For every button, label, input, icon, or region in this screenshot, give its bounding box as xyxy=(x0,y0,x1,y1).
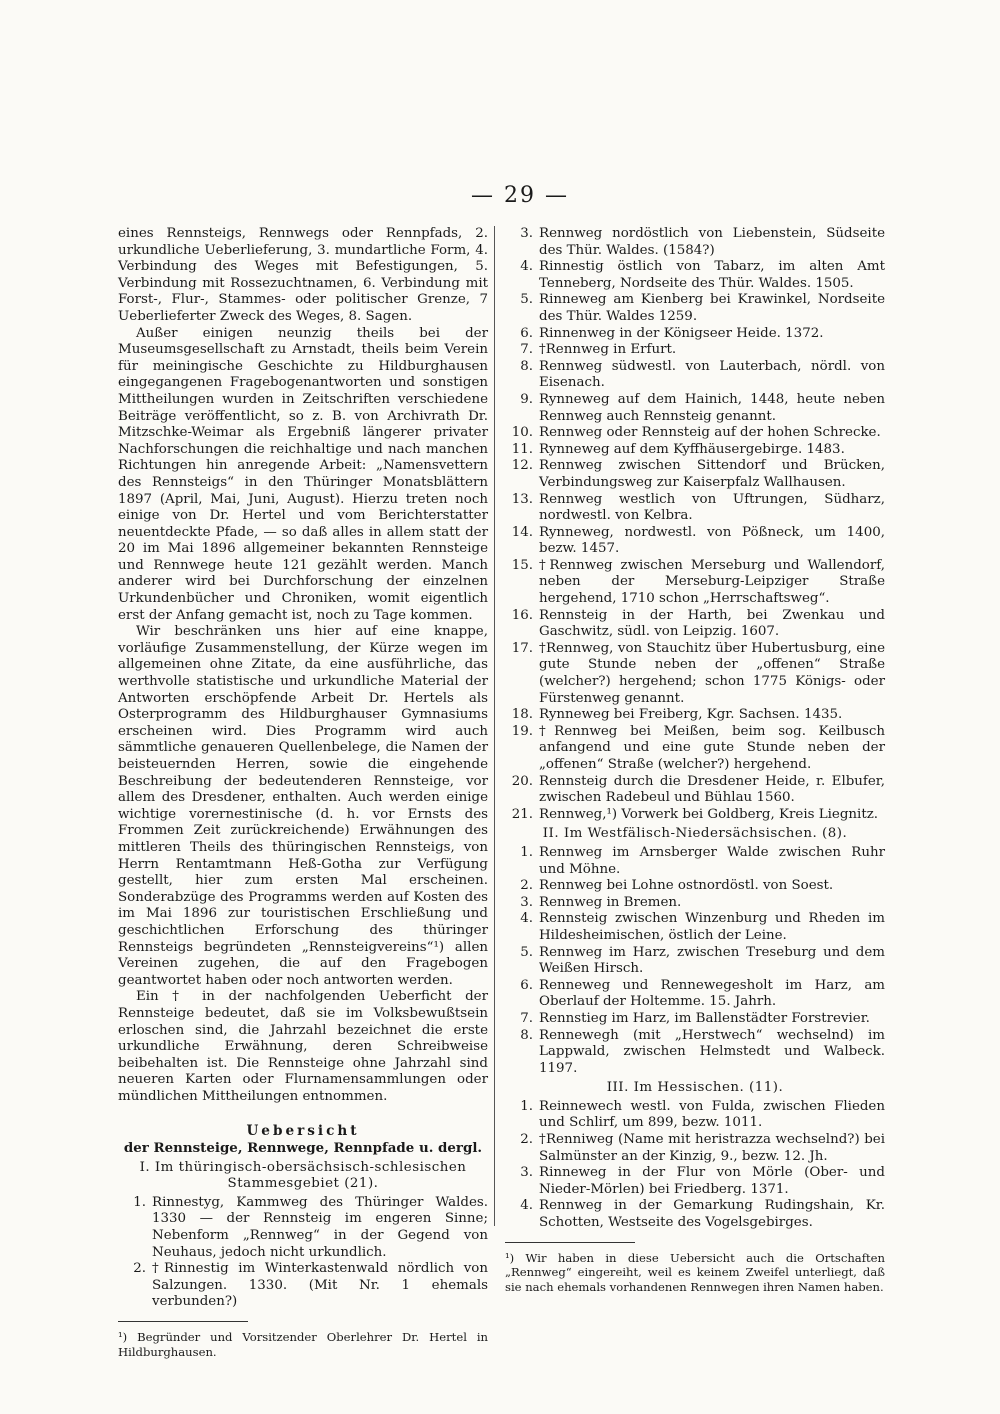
paragraph: Ein † in der nachfolgenden Ueberficht der Rennsteige bedeutet, daß sie im Volksbewußtsein erloschen sind, die Jahrzahl bezeichnet die erste urkundliche Erwähnung, deren Schreibweise beibehalten ist. Die Rennsteige ohne Jahrzahl sind neueren Karten oder Flurnamensammlungen oder mündlichen Mittheilungen entnommen. xyxy=(118,989,488,1104)
item-number: 7. xyxy=(520,1010,533,1026)
item-text: Rinneweg in der Flur von Mörle (Ober- und Nieder-Mörlen) bei Friedberg. 1371. xyxy=(539,1165,885,1197)
item-text: Rynneweg, nordwestl. von Pößneck, um 1400, bezw. 1457. xyxy=(539,524,885,557)
item-text: Rennweg im Arnsberger Walde zwischen Ruhr und Möhne. xyxy=(539,844,885,877)
item-number: 8. xyxy=(520,1027,533,1043)
item-text: †Renniweg (Name mit heristrazza wechselnd?) bei Salmünster an der Kinzig, 9., bezw. 12. Jh. xyxy=(539,1132,885,1164)
list-item xyxy=(505,774,885,807)
item-text: Rynneweg auf dem Hainich, 1448, heute neben Rennweg auch Rennsteig genannt. xyxy=(539,391,885,424)
section-title: I. Im thüringisch-obersächsisch-schlesischen Stammesgebiet (21). xyxy=(139,1159,467,1192)
item-number: 3. xyxy=(520,1165,533,1181)
item-text: Rinneweg am Kienberg bei Krawinkel, Nordseite des Thür. Waldes 1259. xyxy=(539,292,885,324)
list-item xyxy=(505,342,885,359)
item-number: 12. xyxy=(511,458,533,474)
item-number: 10. xyxy=(511,425,533,441)
list-item xyxy=(505,359,885,392)
item-text: Rennweg,¹) Vorwerk bei Goldberg, Kreis Liegnitz. xyxy=(539,806,879,822)
list-item xyxy=(505,1165,885,1198)
list-item xyxy=(505,707,885,724)
list-item xyxy=(505,608,885,641)
item-text: Rennweg im Harz, zwischen Treseburg und dem Weißen Hirsch. xyxy=(539,944,885,977)
item-number: 13. xyxy=(511,491,533,507)
list-item xyxy=(505,226,885,259)
item-number: 1. xyxy=(520,844,533,860)
list-item xyxy=(505,558,885,608)
item-text: Rynneweg bei Freiberg, Kgr. Sachsen. 1435. xyxy=(539,707,843,723)
list-item xyxy=(505,326,885,343)
item-text: Rennsteig zwischen Winzenburg und Rheden im Hildesheimischen, östlich der Leine. xyxy=(539,911,885,943)
list-item xyxy=(505,724,885,774)
overview-subheading: der Rennsteige, Rennwege, Rennpfade u. dergl. xyxy=(123,1140,483,1157)
item-text: Renneweg und Rennewegesholt im Harz, am Oberlauf der Holtemme. 15. Jahrh. xyxy=(539,977,885,1010)
item-number: 11. xyxy=(511,441,533,457)
item-number: 1. xyxy=(520,1098,533,1114)
page-number: — 29 — xyxy=(471,183,569,208)
paragraph: Außer einigen neunzig theils bei der Museumsgesellschaft zu Arnstadt, theils beim Verein für meiningische Geschichte zu Hildburghausen eingegangenen Fragebogenantworten und sonstigen Mittheilungen wurden in Zeitschriften verschiedene Beiträge veröffentlicht, so z. B. von Archivrath Dr. Mitzschke-Weimar als Ergebniß längerer privater Nachforschungen die reichhaltige und nach manchen Richtungen hin anregende Arbeit: „Namensvettern des Rennsteigs“ in den Thüringer Monatsblättern 1897 (April, Mai, Juni, August). Hierzu treten noch einige von Dr. Hertel und vom Berichterstatter neuentdeckte Pfade, — so daß alles in allem statt der 20 im Mai 1896 allgemeiner bekannten Rennsteige und Rennwege heute 121 gezählt werden. Manch anderer wird bei Durchforschung der einzelnen Urkundenbücher und Chroniken, womit eigentlich erst der Anfang gemacht ist, noch zu Tage kommen. xyxy=(118,325,488,623)
item-text: Rennewegh (mit „Herstwech“ wechselnd) im Lappwald, zwischen Helmstedt und Walbeck. 1197. xyxy=(539,1027,885,1076)
item-number: 5. xyxy=(520,944,533,960)
item-number: 2. xyxy=(520,1132,533,1148)
item-number: 21. xyxy=(511,806,533,822)
item-number: 6. xyxy=(520,977,533,993)
item-number: 2. xyxy=(133,1261,146,1277)
list-item xyxy=(505,911,885,944)
item-number: 16. xyxy=(511,607,533,623)
list-item xyxy=(118,1195,488,1261)
list-item xyxy=(505,442,885,459)
item-text: Rennweg in Bremen. xyxy=(539,894,682,910)
footnote: ¹) Begründer und Vorsitzender Oberlehrer Dr. Hertel in Hildburghausen. xyxy=(118,1330,488,1359)
item-number: 18. xyxy=(511,707,533,723)
item-number: 2. xyxy=(520,878,533,894)
item-number: 20. xyxy=(511,773,533,789)
list-item xyxy=(505,807,885,824)
item-text: †Rennweg zwischen Merseburg und Wallendorf, neben der Merseburg-Leipziger Straße hergehend, 1710 schon „Herrschaftsweg“. xyxy=(539,557,885,607)
list-item xyxy=(505,1011,885,1028)
item-number: 9. xyxy=(520,391,533,407)
list-item xyxy=(505,392,885,425)
item-text: Rennweg südwestl. von Lauterbach, nördl. von Eisenach. xyxy=(539,358,885,391)
item-text: Rinnestyg, Kammweg des Thüringer Waldes. 1330 — der Rennsteig im engeren Sinne; Nebenform „Rennweg“ in der Gegend von Neuhaus, jedoch nicht urkundlich. xyxy=(152,1194,488,1260)
item-text: Rennsteig in der Harth, bei Zwenkau und Gaschwitz, südl. von Leipzig. 1607. xyxy=(539,607,885,640)
list-item xyxy=(505,1099,885,1132)
item-number: 14. xyxy=(511,524,533,540)
footnote-rule xyxy=(505,1242,635,1243)
item-number: 7. xyxy=(520,342,533,358)
paragraph: Wir beschränken uns hier auf eine knappe, vorläufige Zusammenstellung, der Kürze wegen im allgemeinen ohne Zitate, da eine ausführliche, das werthvolle statistische und urkundliche Material der Antworten erschöpfende Arbeit Dr. Hertels als Osterprogramm des Hildburghauser Gymnasiums erscheinen wird. Dies Programm wird auch sämmtliche genaueren Quellenbelege, die Namen der beisteuernden Herren, sowie die eingehende Beschreibung der bedeutenderen Rennsteige, vor allem des Dresdener, enthalten. Auch werden einige wichtige vorernestinische (d. h. vor Ernsts des Frommen Zeit zurückreichende) Erwähnungen des mittleren Theils des thüringischen Rennsteigs, von Herrn Rentamtmann Heß-Gotha zur Verfügung gestellt, hier zum ersten Mal erscheinen. Sonderabzüge des Programms werden auf Kosten des im Mai 1896 zur touristischen Erschließung und geschichtlichen Erforschung des thüringer Rennsteigs begründeten „Rennsteigvereins“¹) allen Vereinen zugehen, die auf den Fragebogen geantwortet haben oder noch antworten werden. xyxy=(118,624,488,988)
list-item xyxy=(505,1028,885,1078)
item-text: Rennweg zwischen Sittendorf und Brücken, Verbindungsweg zur Kaiserpfalz Wallhausen. xyxy=(539,458,885,490)
list-item xyxy=(505,945,885,978)
item-number: 6. xyxy=(520,325,533,341)
item-text: Rennweg bei Lohne ostnordöstl. von Soest. xyxy=(539,878,834,894)
item-number: 4. xyxy=(520,911,533,927)
list-item xyxy=(505,525,885,558)
list-item xyxy=(505,292,885,325)
item-number: 17. xyxy=(511,640,533,656)
section-title: II. Im Westfälisch-Niedersächsischen. (8). xyxy=(542,826,848,842)
list-item xyxy=(505,492,885,525)
paragraph: eines Rennsteigs, Rennwegs oder Rennpfads, 2. urkundliche Ueberlieferung, 3. mundartliche Form, 4. Verbindung des Weges mit Befestigungen, 5. Verbindung mit Rossezuchtnamen, 6. Verbindung mit Forst-, Flur-, Stammes- oder politischer Grenze, 7 Ueberlieferter Zweck des Weges, 8. Sagen. xyxy=(118,226,488,324)
list-item xyxy=(505,1198,885,1231)
item-text: †Rennweg, von Stauchitz über Hubertusburg, eine gute Stunde neben der „offenen“ Straße (welcher?) hergehend; schon 1775 Königs- oder Fürstenweg genannt. xyxy=(539,640,885,706)
item-number: 15. xyxy=(511,557,533,573)
list-item xyxy=(505,425,885,442)
item-number: 1. xyxy=(133,1194,146,1210)
item-text: †Rennweg bei Meißen, beim sog. Keilbusch anfangend und eine gute Stunde neben der „offenen“ Straße (welcher?) hergehend. xyxy=(539,723,885,772)
list-item xyxy=(505,458,885,491)
item-text: Rinnestig östlich von Tabarz, im alten Amt Tenneberg, Nordseite des Thür. Waldes. 1505. xyxy=(539,259,885,291)
left-column xyxy=(118,226,488,1359)
item-text: Rennweg nordöstlich von Liebenstein, Südseite des Thür. Waldes. (1584?) xyxy=(539,226,885,258)
list-item xyxy=(505,878,885,895)
item-number: 3. xyxy=(520,226,533,241)
footnote: ¹) Wir haben in diese Uebersicht auch die Ortschaften „Rennweg“ eingereiht, weil es keinem Zweifel unterliegt, daß sie nach ehemals vorhandenen Rennwegen ihren Namen haben. xyxy=(505,1250,885,1294)
list-item xyxy=(505,978,885,1011)
item-text: Rennweg in der Gemarkung Rudingshain, Kr. Schotten, Westseite des Vogelsgebirges. xyxy=(539,1198,885,1231)
item-number: 4. xyxy=(520,259,533,275)
item-text: †Rennweg in Erfurt. xyxy=(539,342,677,358)
item-number: 5. xyxy=(520,292,533,308)
item-number: 8. xyxy=(520,358,533,374)
item-text: Rennweg oder Rennsteig auf der hohen Schrecke. xyxy=(539,425,881,441)
section-title: III. Im Hessischen. (11). xyxy=(606,1080,784,1096)
list-item xyxy=(505,895,885,912)
item-number: 19. xyxy=(511,723,533,739)
item-text: Rennstieg im Harz, im Ballenstädter Forstrevier. xyxy=(539,1010,870,1026)
item-text: Rynneweg auf dem Kyffhäusergebirge. 1483. xyxy=(539,441,845,457)
column-divider xyxy=(494,226,495,1226)
item-text: Reinnewech westl. von Fulda, zwischen Flieden und Schlirf, um 899, bezw. 1011. xyxy=(539,1098,885,1131)
list-item xyxy=(505,845,885,878)
item-number: 4. xyxy=(520,1198,533,1214)
item-text: Rennweg westlich von Uftrungen, Südharz, nordwestl. von Kelbra. xyxy=(539,491,885,524)
item-number: 3. xyxy=(520,894,533,910)
list-item xyxy=(505,1132,885,1165)
overview-heading: Uebersicht xyxy=(246,1123,360,1140)
list-item xyxy=(118,1261,488,1311)
footnote-rule xyxy=(118,1321,248,1322)
list-item xyxy=(505,259,885,292)
item-text: †Rinnestig im Winterkastenwald nördlich von Salzungen. 1330. (Mit Nr. 1 ehemals verbunden?) xyxy=(152,1261,488,1310)
list-item xyxy=(505,641,885,707)
item-text: Rennsteig durch die Dresdener Heide, r. Elbufer, zwischen Radebeul und Bühlau 1560. xyxy=(539,773,885,806)
item-text: Rinnenweg in der Königseer Heide. 1372. xyxy=(539,325,824,341)
right-column xyxy=(505,226,885,1294)
